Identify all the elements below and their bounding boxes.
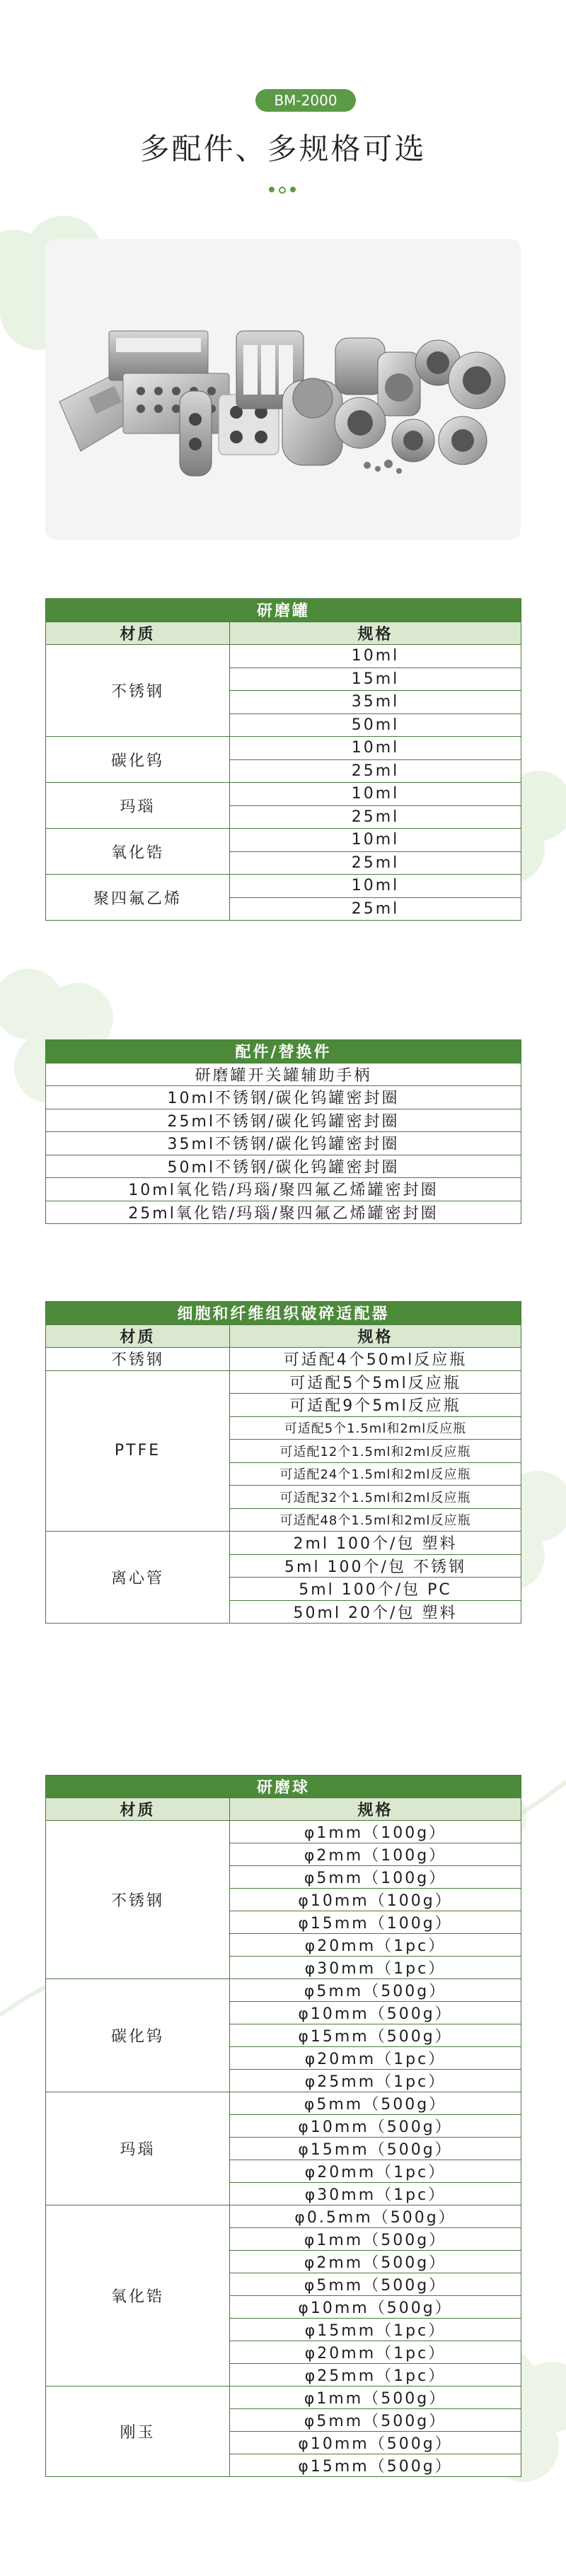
spec-cell: φ1mm（100g） [230,1821,521,1843]
spec-cell: φ10mm（500g） [230,2432,521,2454]
grinding-jars-and-adapters-photo-icon [45,239,521,540]
spec-cell: 25ml [230,897,521,921]
spec-cell: 5ml 100个/包 不锈钢 [230,1554,521,1578]
spec-cell: φ20mm（1pc） [230,1934,521,1957]
material-cell: 不锈钢 [46,1821,230,1979]
model-badge: BM-2000 [255,89,356,112]
spec-cell: 10ml [230,783,521,806]
adapter-table [45,1301,521,1624]
table-row [46,1201,521,1224]
spec-cell: φ25mm（1pc） [230,2364,521,2386]
table-title: 细胞和纤维组织破碎适配器 [46,1302,521,1325]
spec-cell: φ2mm（100g） [230,1843,521,1866]
table-row [46,1348,521,1371]
table-row [46,875,521,898]
spec-cell: φ1mm（500g） [230,2386,521,2409]
spec-cell: 10ml [230,645,521,668]
title-divider-dots [267,185,299,194]
spec-cell: φ15mm（500g） [230,2454,521,2477]
spec-cell: 可适配32个1.5ml和2ml反应瓶 [230,1486,521,1509]
material-cell: 刚玉 [46,2386,230,2477]
table-title-row [46,1302,521,1325]
table-title: 配件/替换件 [46,1040,521,1063]
part-cell: 10ml氧化锆/玛瑙/聚四氟乙烯罐密封圈 [46,1178,521,1201]
part-cell: 10ml不锈钢/碳化钨罐密封圈 [46,1086,521,1109]
spec-cell: 5ml 100个/包 PC [230,1578,521,1601]
column-header-spec: 规格 [230,1798,521,1821]
spec-cell: 可适配4个50ml反应瓶 [230,1348,521,1371]
spec-cell: φ20mm（1pc） [230,2160,521,2183]
spec-cell: φ1mm（500g） [230,2228,521,2251]
material-cell: 离心管 [46,1532,230,1624]
part-cell: 25ml氧化锆/玛瑙/聚四氟乙烯罐密封圈 [46,1201,521,1224]
material-cell: 碳化钨 [46,737,230,783]
part-cell: 50ml不锈钢/碳化钨罐密封圈 [46,1155,521,1178]
spec-cell: φ15mm（500g） [230,2138,521,2160]
table-header-row [46,1798,521,1821]
page-title: 多配件、多规格可选 [139,132,427,166]
ball-table [45,1775,521,2477]
table-title-row [46,599,521,622]
table-row [46,829,521,852]
table-row [46,2092,521,2115]
part-cell: 研磨罐开关罐辅助手柄 [46,1063,521,1086]
spec-cell: 10ml [230,829,521,852]
table-row [46,1532,521,1555]
table-title-row [46,1040,521,1063]
spec-cell: φ15mm（1pc） [230,2319,521,2341]
spec-cell: φ5mm（500g） [230,1979,521,2002]
spec-cell: 50ml [230,713,521,737]
spec-cell: φ25mm（1pc） [230,2070,521,2092]
dot-icon [290,187,296,192]
spec-cell: φ15mm（500g） [230,2024,521,2047]
material-cell: 氧化锆 [46,2205,230,2386]
table-row [46,1086,521,1109]
table-title-row [46,1776,521,1798]
column-header-spec: 规格 [230,1324,521,1348]
material-cell: 碳化钨 [46,1979,230,2092]
spec-cell: φ10mm（500g） [230,2002,521,2024]
spec-cell: 可适配5个5ml反应瓶 [230,1370,521,1394]
product-photo [45,239,521,540]
material-cell: 不锈钢 [46,645,230,737]
table-row [46,1109,521,1132]
spec-cell: 25ml [230,759,521,783]
material-cell: 玛瑙 [46,783,230,829]
spec-cell: φ5mm（500g） [230,2409,521,2432]
spec-cell: φ30mm（1pc） [230,1957,521,1979]
spec-cell: 35ml [230,691,521,714]
spec-cell: φ30mm（1pc） [230,2183,521,2205]
column-header-material: 材质 [46,1798,230,1821]
jar-table [45,598,521,921]
spec-cell: 可适配12个1.5ml和2ml反应瓶 [230,1440,521,1463]
spec-cell: φ10mm（500g） [230,2296,521,2319]
spec-cell: φ20mm（1pc） [230,2047,521,2070]
dot-icon [269,187,275,192]
table-row [46,1063,521,1086]
part-cell: 35ml不锈钢/碳化钨罐密封圈 [46,1132,521,1155]
material-cell: PTFE [46,1370,230,1532]
table-row [46,1370,521,1394]
material-cell: 玛瑙 [46,2092,230,2205]
spec-cell: φ10mm（100g） [230,1889,521,1911]
material-cell: 聚四氟乙烯 [46,875,230,921]
table-row [46,737,521,760]
material-cell: 不锈钢 [46,1348,230,1371]
spec-cell: 25ml [230,805,521,829]
parts-table [45,1039,521,1224]
table-row [46,1821,521,1843]
spec-cell: φ5mm（500g） [230,2092,521,2115]
material-cell: 氧化锆 [46,829,230,875]
spec-cell: φ5mm（100g） [230,1866,521,1889]
table-row [46,2386,521,2409]
spec-cell: φ2mm（500g） [230,2251,521,2273]
table-row [46,1979,521,2002]
table-title: 研磨球 [46,1776,521,1798]
column-header-material: 材质 [46,1324,230,1348]
spec-cell: 2ml 100个/包 塑料 [230,1532,521,1555]
spec-cell: 可适配9个5ml反应瓶 [230,1394,521,1417]
table-header-row [46,622,521,645]
spec-cell: φ0.5mm（500g） [230,2205,521,2228]
spec-cell: 25ml [230,851,521,875]
spec-cell: 15ml [230,668,521,691]
table-title: 研磨罐 [46,599,521,622]
table-header-row [46,1324,521,1348]
column-header-material: 材质 [46,622,230,645]
table-row [46,783,521,806]
dot-icon [279,187,286,194]
spec-cell: φ10mm（500g） [230,2115,521,2138]
spec-cell: 可适配5个1.5ml和2ml反应瓶 [230,1416,521,1440]
spec-cell: φ5mm（500g） [230,2273,521,2296]
spec-cell: 可适配24个1.5ml和2ml反应瓶 [230,1462,521,1486]
table-row [46,1132,521,1155]
spec-cell: 可适配48个1.5ml和2ml反应瓶 [230,1508,521,1532]
table-row [46,645,521,668]
table-row [46,1155,521,1178]
spec-cell: 10ml [230,737,521,760]
spec-cell: φ15mm（100g） [230,1911,521,1934]
spec-cell: φ20mm（1pc） [230,2341,521,2364]
part-cell: 25ml不锈钢/碳化钨罐密封圈 [46,1109,521,1132]
spec-cell: 10ml [230,875,521,898]
table-row [46,2205,521,2228]
column-header-spec: 规格 [230,622,521,645]
spec-cell: 50ml 20个/包 塑料 [230,1600,521,1624]
table-row [46,1178,521,1201]
